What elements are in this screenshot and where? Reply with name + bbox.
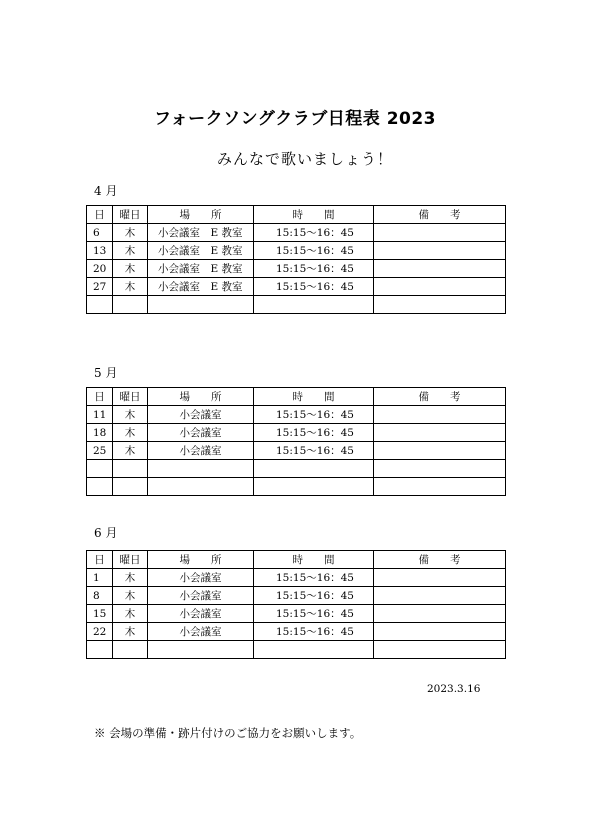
cell-time: 15:15～16：45	[254, 587, 374, 605]
cell-note	[374, 641, 506, 659]
cell-weekday	[113, 296, 148, 314]
header-day: 日	[87, 388, 113, 406]
table-row	[87, 623, 506, 641]
cell-time: 15:15～16：45	[254, 260, 374, 278]
cell-day	[87, 296, 113, 314]
cell-time: 15:15～16：45	[254, 605, 374, 623]
cell-time: 15:15～16：45	[254, 442, 374, 460]
schedule-table-may	[86, 387, 506, 496]
cell-time: 15:15～16：45	[254, 569, 374, 587]
cell-time: 15:15～16：45	[254, 623, 374, 641]
cell-place	[148, 641, 254, 659]
cell-note	[374, 224, 506, 242]
cell-note	[374, 605, 506, 623]
header-weekday: 曜日	[113, 388, 148, 406]
cell-weekday: 木	[113, 605, 148, 623]
header-time: 時 間	[254, 206, 374, 224]
month-label-april: 4 月	[94, 184, 118, 198]
cell-place: 小会議室 E 教室	[148, 242, 254, 260]
cell-place: 小会議室	[148, 569, 254, 587]
header-place: 場 所	[148, 551, 254, 569]
cell-place: 小会議室	[148, 623, 254, 641]
table-row	[87, 442, 506, 460]
cell-day: 8	[87, 587, 113, 605]
table-row	[87, 424, 506, 442]
cell-weekday: 木	[113, 278, 148, 296]
cell-time: 15:15～16：45	[254, 406, 374, 424]
cell-weekday	[113, 641, 148, 659]
cell-place: 小会議室	[148, 406, 254, 424]
cell-weekday: 木	[113, 260, 148, 278]
cell-time	[254, 296, 374, 314]
cell-time: 15:15～16：45	[254, 278, 374, 296]
cell-note	[374, 424, 506, 442]
cell-time	[254, 478, 374, 496]
table-row	[87, 605, 506, 623]
cell-time: 15:15～16：45	[254, 424, 374, 442]
cell-time	[254, 460, 374, 478]
cell-day	[87, 460, 113, 478]
cell-place: 小会議室	[148, 424, 254, 442]
table-row	[87, 224, 506, 242]
table-row	[87, 587, 506, 605]
cell-day: 1	[87, 569, 113, 587]
cell-weekday: 木	[113, 242, 148, 260]
month-label-june: 6 月	[94, 526, 118, 540]
cell-weekday: 木	[113, 442, 148, 460]
page-title: フォークソングクラブ日程表 2023	[153, 109, 437, 129]
table-row	[87, 260, 506, 278]
cell-note	[374, 569, 506, 587]
cell-place	[148, 478, 254, 496]
table-header-row	[87, 551, 506, 569]
cell-place: 小会議室	[148, 587, 254, 605]
cell-day: 6	[87, 224, 113, 242]
table-row	[87, 406, 506, 424]
header-day: 日	[87, 206, 113, 224]
table-row	[87, 641, 506, 659]
header-place: 場 所	[148, 206, 254, 224]
header-day: 日	[87, 551, 113, 569]
cell-day: 15	[87, 605, 113, 623]
cell-weekday	[113, 460, 148, 478]
cell-day: 25	[87, 442, 113, 460]
cell-note	[374, 478, 506, 496]
cell-note	[374, 623, 506, 641]
table-row	[87, 242, 506, 260]
header-time: 時 間	[254, 551, 374, 569]
table-row	[87, 460, 506, 478]
document-date: 2023.3.16	[427, 683, 481, 695]
cell-place: 小会議室	[148, 442, 254, 460]
cell-place	[148, 296, 254, 314]
cell-time: 15:15～16：45	[254, 224, 374, 242]
cell-note	[374, 460, 506, 478]
cell-place: 小会議室	[148, 605, 254, 623]
cell-day	[87, 641, 113, 659]
cell-note	[374, 442, 506, 460]
cell-note	[374, 296, 506, 314]
footnote: ※ 会場の準備・跡片付けのご協力をお願いします。	[94, 726, 362, 740]
header-note: 備 考	[374, 206, 506, 224]
schedule-table-june	[86, 550, 506, 659]
cell-place	[148, 460, 254, 478]
cell-weekday: 木	[113, 224, 148, 242]
table-row	[87, 478, 506, 496]
cell-day: 11	[87, 406, 113, 424]
cell-day: 27	[87, 278, 113, 296]
cell-weekday: 木	[113, 406, 148, 424]
header-weekday: 曜日	[113, 206, 148, 224]
table-row	[87, 569, 506, 587]
header-place: 場 所	[148, 388, 254, 406]
cell-weekday: 木	[113, 587, 148, 605]
cell-note	[374, 260, 506, 278]
cell-day: 13	[87, 242, 113, 260]
cell-weekday	[113, 478, 148, 496]
cell-place: 小会議室 E 教室	[148, 278, 254, 296]
header-note: 備 考	[374, 388, 506, 406]
cell-weekday: 木	[113, 623, 148, 641]
cell-place: 小会議室 E 教室	[148, 224, 254, 242]
page-subtitle: みんなで歌いましょう！	[216, 150, 393, 168]
cell-time	[254, 641, 374, 659]
table-header-row	[87, 206, 506, 224]
cell-note	[374, 406, 506, 424]
cell-time: 15:15～16：45	[254, 242, 374, 260]
cell-place: 小会議室 E 教室	[148, 260, 254, 278]
table-header-row	[87, 388, 506, 406]
header-weekday: 曜日	[113, 551, 148, 569]
schedule-table-april	[86, 205, 506, 314]
header-note: 備 考	[374, 551, 506, 569]
cell-day: 22	[87, 623, 113, 641]
cell-day: 18	[87, 424, 113, 442]
cell-day	[87, 478, 113, 496]
cell-day: 20	[87, 260, 113, 278]
cell-note	[374, 242, 506, 260]
cell-weekday: 木	[113, 569, 148, 587]
table-row	[87, 296, 506, 314]
month-label-may: 5 月	[94, 366, 118, 380]
cell-weekday: 木	[113, 424, 148, 442]
table-row	[87, 278, 506, 296]
cell-note	[374, 278, 506, 296]
header-time: 時 間	[254, 388, 374, 406]
cell-note	[374, 587, 506, 605]
